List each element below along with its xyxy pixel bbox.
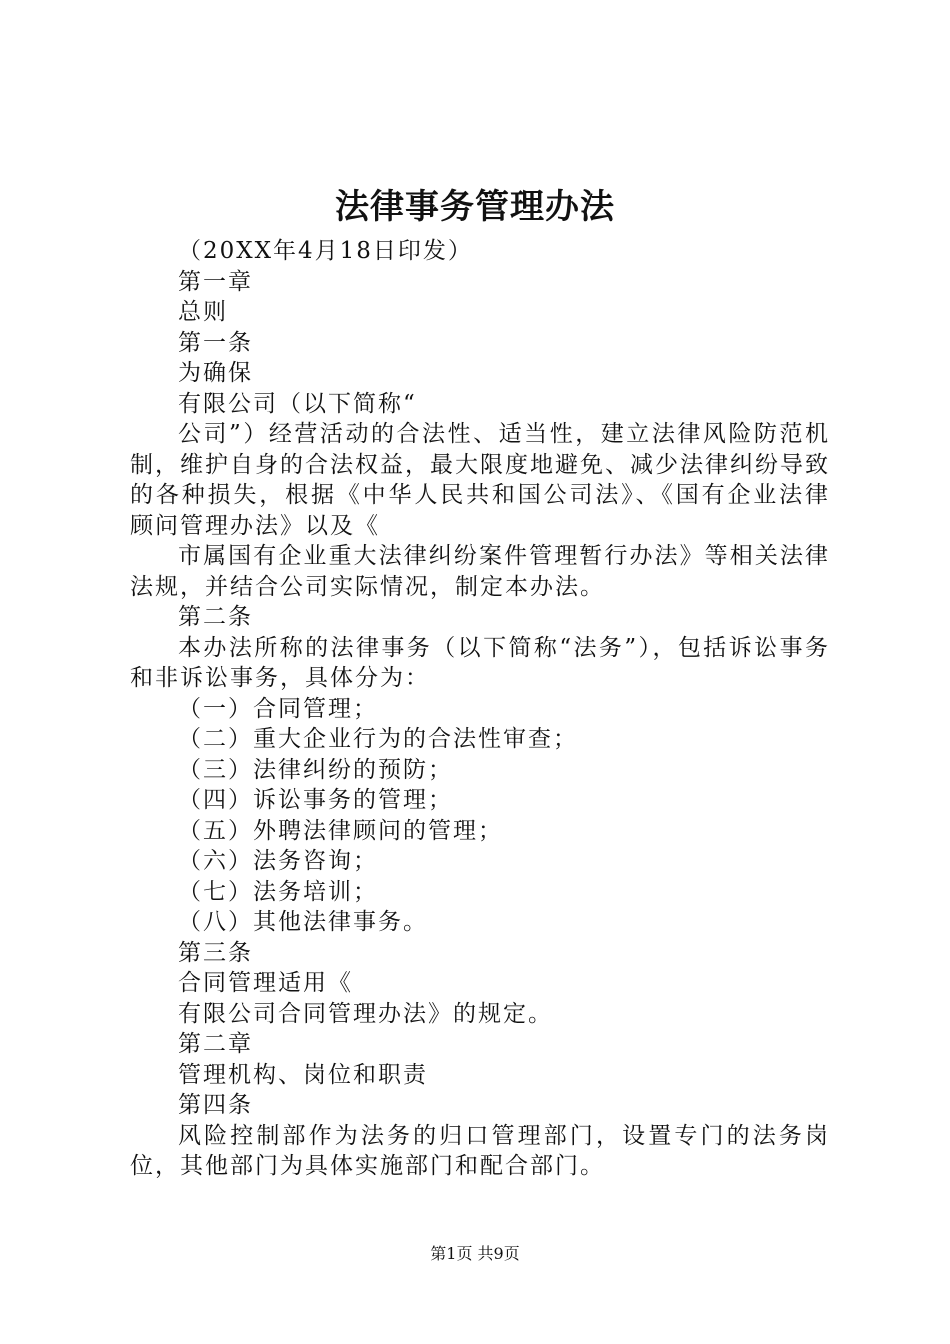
page-footer: 第1页 共9页 — [430, 1244, 520, 1263]
paragraph: 本办法所称的法律事务（以下简称“法务”），包括诉讼事务和非诉讼事务，具体分为： — [130, 634, 830, 691]
list-item: （二）重大企业行为的合法性审查； — [178, 726, 578, 752]
paragraph: 市属国有企业重大法律纠纷案件管理暂行办法》等相关法律法规，并结合公司实际情况，制定本办法。 — [130, 543, 830, 600]
article-heading: 第四条 — [178, 1092, 253, 1118]
list-item: （八）其他法律事务。 — [178, 909, 428, 935]
paragraph: 公司”）经营活动的合法性、适当性，建立法律风险防范机制，维护自身的合法权益，最大限度地避免、减少法律纠纷导致的各种损失，根据《中华人民共和国公司法》、《国有企业法律顾问管理办法》以及《 — [130, 421, 830, 539]
document-title: 法律事务管理办法 — [335, 187, 615, 227]
chapter-heading: 第二章 — [178, 1031, 253, 1057]
list-item: （一）合同管理； — [178, 695, 378, 722]
article-heading: 第一条 — [178, 329, 253, 356]
issue-date: （20XX年4月18日印发） — [178, 238, 473, 264]
list-item: （七）法务培训； — [178, 878, 378, 905]
chapter-title: 总则 — [178, 299, 228, 325]
document-body — [130, 236, 830, 1182]
list-item: （四）诉讼事务的管理； — [178, 787, 453, 813]
article-heading: 第二条 — [178, 604, 253, 630]
paragraph: 有限公司合同管理办法》的规定。 — [178, 1000, 553, 1027]
list-item: （六）法务咨询； — [178, 848, 378, 874]
paragraph: 风险控制部作为法务的归口管理部门，设置专门的法务岗位，其他部门为具体实施部门和配合部门。 — [130, 1122, 830, 1179]
paragraph: 有限公司（以下简称“ — [178, 390, 417, 417]
paragraph: 为确保 — [178, 360, 253, 386]
chapter-heading: 第一章 — [178, 268, 253, 295]
paragraph: 合同管理适用《 — [178, 970, 353, 996]
chapter-title: 管理机构、岗位和职责 — [178, 1061, 428, 1088]
list-item: （五）外聘法律顾问的管理； — [178, 817, 503, 844]
article-heading: 第三条 — [178, 939, 253, 966]
list-item: （三）法律纠纷的预防； — [178, 756, 453, 783]
